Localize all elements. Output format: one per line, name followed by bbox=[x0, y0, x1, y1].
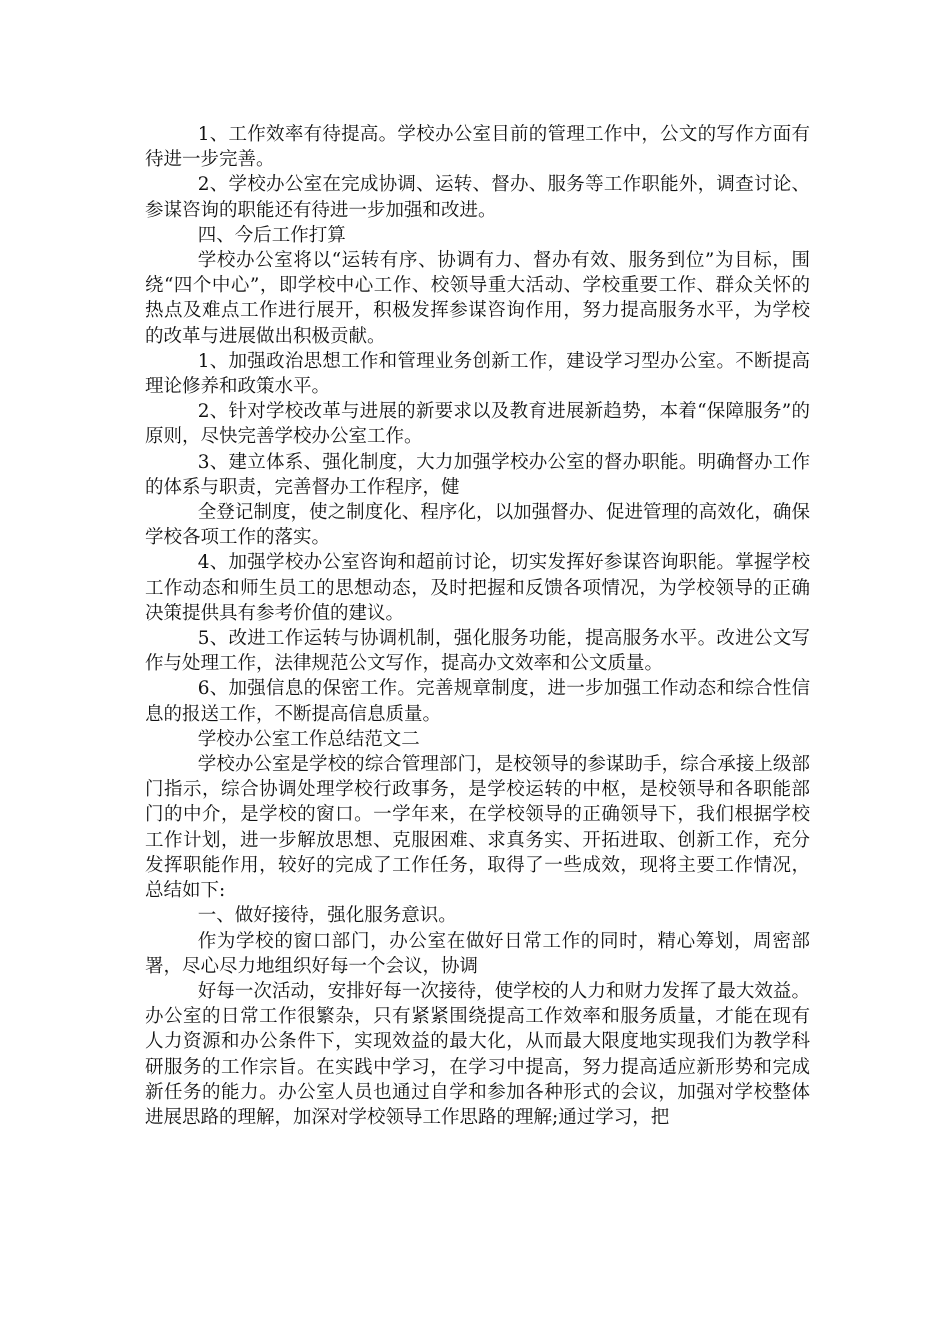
paragraph: 3、建立体系、强化制度，大力加强学校办公室的督办职能。明确督办工作的体系与职责，完善督办工作程序，健 bbox=[145, 451, 810, 498]
paragraph: 6、加强信息的保密工作。完善规章制度，进一步加强工作动态和综合性信息的报送工作，不断提高信息质量。 bbox=[145, 678, 810, 725]
section-heading: 一、做好接待，强化服务意识。 bbox=[197, 905, 457, 927]
document-body bbox=[145, 122, 810, 1130]
paragraph: 作为学校的窗口部门，办公室在做好日常工作的同时，精心筹划，周密部署，尽心尽力地组织好每一个会议，协调 bbox=[145, 930, 810, 977]
section-heading: 四、今后工作打算 bbox=[197, 224, 346, 246]
paragraph: 2、针对学校改革与进展的新要求以及教育进展新趋势，本着“保障服务”的原则，尽快完善学校办公室工作。 bbox=[145, 401, 810, 448]
paragraph: 5、改进工作运转与协调机制，强化服务功能，提高服务水平。改进公文写作与处理工作，法律规范公文写作，提高办文效率和公文质量。 bbox=[145, 628, 810, 675]
paragraph: 2、学校办公室在完成协调、运转、督办、服务等工作职能外，调查讨论、参谋咨询的职能还有待进一步加强和改进。 bbox=[145, 174, 810, 221]
paragraph: 全登记制度，使之制度化、程序化，以加强督办、促进管理的高效化，确保学校各项工作的落实。 bbox=[145, 502, 810, 549]
paragraph: 1、工作效率有待提高。学校办公室目前的管理工作中，公文的写作方面有待进一步完善。 bbox=[145, 124, 810, 171]
document-title: 学校办公室工作总结范文二 bbox=[197, 728, 420, 750]
paragraph: 好每一次活动，安排好每一次接待，使学校的人力和财力发挥了最大效益。办公室的日常工作很繁杂，只有紧紧围绕提高工作效率和服务质量，才能在现有人力资源和办公条件下，实现效益的最大化，从而最大限度地实现我们为教学科研服务的工作宗旨。在实践中学习，在学习中提高，努力提高适应新形势和完成新任务的能力。办公室人员也通过自学和参加各种形式的会议，加强对学校整体进展思路的理解，加深对学校领导工作思路的理解;通过学习，把 bbox=[145, 980, 810, 1128]
paragraph: 学校办公室是学校的综合管理部门，是校领导的参谋助手，综合承接上级部门指示，综合协调处理学校行政事务，是学校运转的中枢，是校领导和各职能部门的中介，是学校的窗口。一学年来，在学校领导的正确领导下，我们根据学校工作计划，进一步解放思想、克服困难、求真务实、开拓进取、创新工作，充分发挥职能作用，较好的完成了工作任务，取得了一些成效，现将主要工作情况，总结如下: bbox=[145, 754, 810, 902]
paragraph: 4、加强学校办公室咨询和超前讨论，切实发挥好参谋咨询职能。掌握学校工作动态和师生员工的思想动态，及时把握和反馈各项情况，为学校领导的正确决策提供具有参考价值的建议。 bbox=[145, 552, 810, 624]
paragraph: 学校办公室将以“运转有序、协调有力、督办有效、服务到位”为目标，围绕“四个中心”，即学校中心工作、校领导重大活动、学校重要工作、群众关怀的热点及难点工作进行展开，积极发挥参谋咨询作用，努力提高服务水平，为学校的改革与进展做出积极贡献。 bbox=[145, 250, 810, 347]
paragraph: 1、加强政治思想工作和管理业务创新工作，建设学习型办公室。不断提高理论修养和政策水平。 bbox=[145, 350, 810, 398]
